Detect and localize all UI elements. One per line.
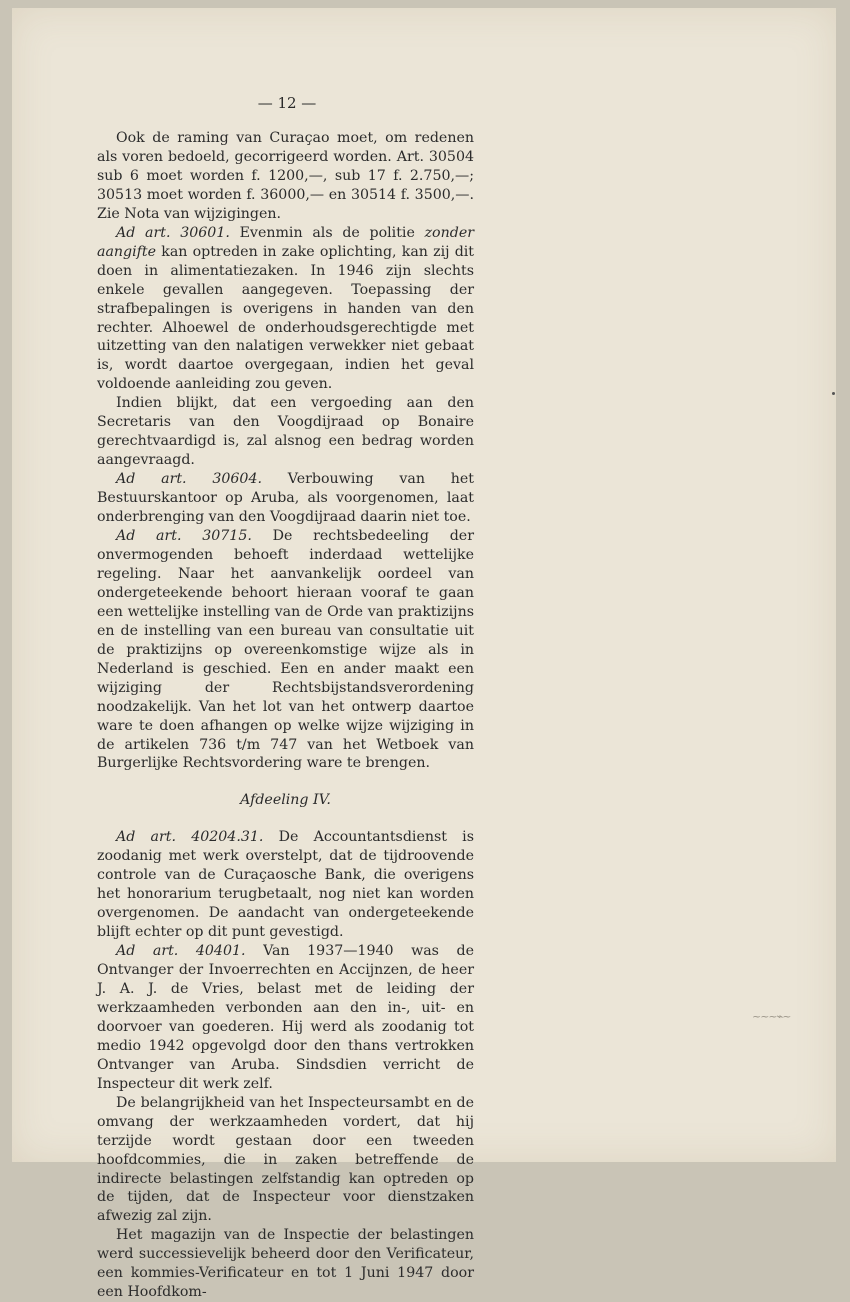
paragraph: Ook de raming van Curaçao moet, om redenen als voren bedoeld, gecorrigeerd worden. Art. 30504 sub 6 moet worden f. 1200,—, sub 17 f. 2.750,—; 30513 moet worden f. 36000,— en 30514 f. 3500,—. Zie Nota van wijzigingen.	[97, 130, 474, 222]
paragraph: Indien blijkt, dat een vergoeding aan den Secretaris van den Voogdijraad op Bonaire gerechtvaardigd is, zal alsnog een bedrag worden aangevraagd.	[97, 395, 474, 469]
article-ref: Ad art. 40204.31.	[116, 829, 264, 846]
article-ref: Ad art. 30604.	[116, 471, 262, 488]
article-ref: Ad art. 40401.	[116, 943, 246, 960]
paragraph: Ad art. 30715. De rechtsbedeeling der onvermogenden behoeft inderdaad wettelijke regeling. Naar het aanvankelijk oordeel van ondergeteekende behoort hieraan vooraf te gaan een wettelijke instelling van de Orde van praktizijns en de instelling van een bureau van consultatie uit de praktizijns op overeenkomstige wijze als in Nederland is geschied. Een en ander maakt een wijziging der Rechtsbijstandsverordening noodzakelijk. Van het lot van het ontwerp daartoe ware te doen afhangen op welke wijze wijziging in de artikelen 736 t/m 747 van het Wetboek van Burgerlijke Rechtsvordering ware te brengen.	[97, 528, 474, 772]
paragraph: Ad art. 40401. Van 1937—1940 was de Ontvanger der Invoerrechten en Accijnzen, de heer J. A. J. de Vries, belast met de leiding der werkzaamheden verbonden aan den in-, uit- en doorvoer van goederen. Hij werd als zoodanig tot medio 1942 opgevolgd door den thans vertrokken Ontvanger van Aruba. Sindsdien verricht de Inspecteur dit werk zelf.	[97, 943, 474, 1092]
article-ref: Ad art. 30601.	[116, 224, 230, 241]
page-number: — 12 —	[257, 94, 317, 112]
body-text	[97, 129, 474, 1302]
section-heading: Afdeeling IV.	[240, 792, 331, 809]
paragraph: De belangrijkheid van het Inspecteursambt en de omvang der werkzaamheden vordert, dat hij terzijde wordt gestaan door een tweeden hoofdcommies, die in zaken betreffende de indirecte belastingen zelfstandig kan optreden op de tijden, dat de Inspecteur voor dienstzaken afwezig zal zijn.	[97, 1094, 474, 1225]
paragraph: Het magazijn van de Inspectie der belastingen werd successievelijk beheerd door den Verificateur, een kommies-Verificateur en tot 1 Juni 1947 door een Hoofdkom-	[97, 1227, 474, 1301]
document-page	[12, 8, 836, 1301]
paragraph: Ad art. 30601. Evenmin als de politie zonder aangifte kan optreden in zake oplichting, kan zij dit doen in alimentatiezaken. In 1946 zijn slechts enkele gevallen aangegeven. Toepassing der strafbepalingen is overigens in handen van den rechter. Alhoewel de onderhoudsgerechtigde met uitzetting van den nalatigen verwekker niet gebaat is, wordt daartoe overgegaan, indien het geval voldoende aanleiding zou geven.	[97, 224, 475, 393]
bleed-through-mark: ~~~⌁~	[752, 1010, 791, 1023]
paragraph: Ad art. 30604. Verbouwing van het Bestuurskantoor op Aruba, als voorgenomen, laat onderbrenging van den Voogdijraad daarin niet toe.	[97, 471, 474, 526]
paragraph: Ad art. 40204.31. De Accountantsdienst is zoodanig met werk overstelpt, dat de tijdroovende controle van de Curaçaosche Bank, die overigens het honorarium terugbetaalt, nog niet kan worden overgenomen. De aandacht van ondergeteekende blijft echter op dit punt gevestigd.	[97, 829, 474, 941]
article-ref: Ad art. 30715.	[116, 528, 252, 545]
speck-mark	[832, 392, 835, 395]
